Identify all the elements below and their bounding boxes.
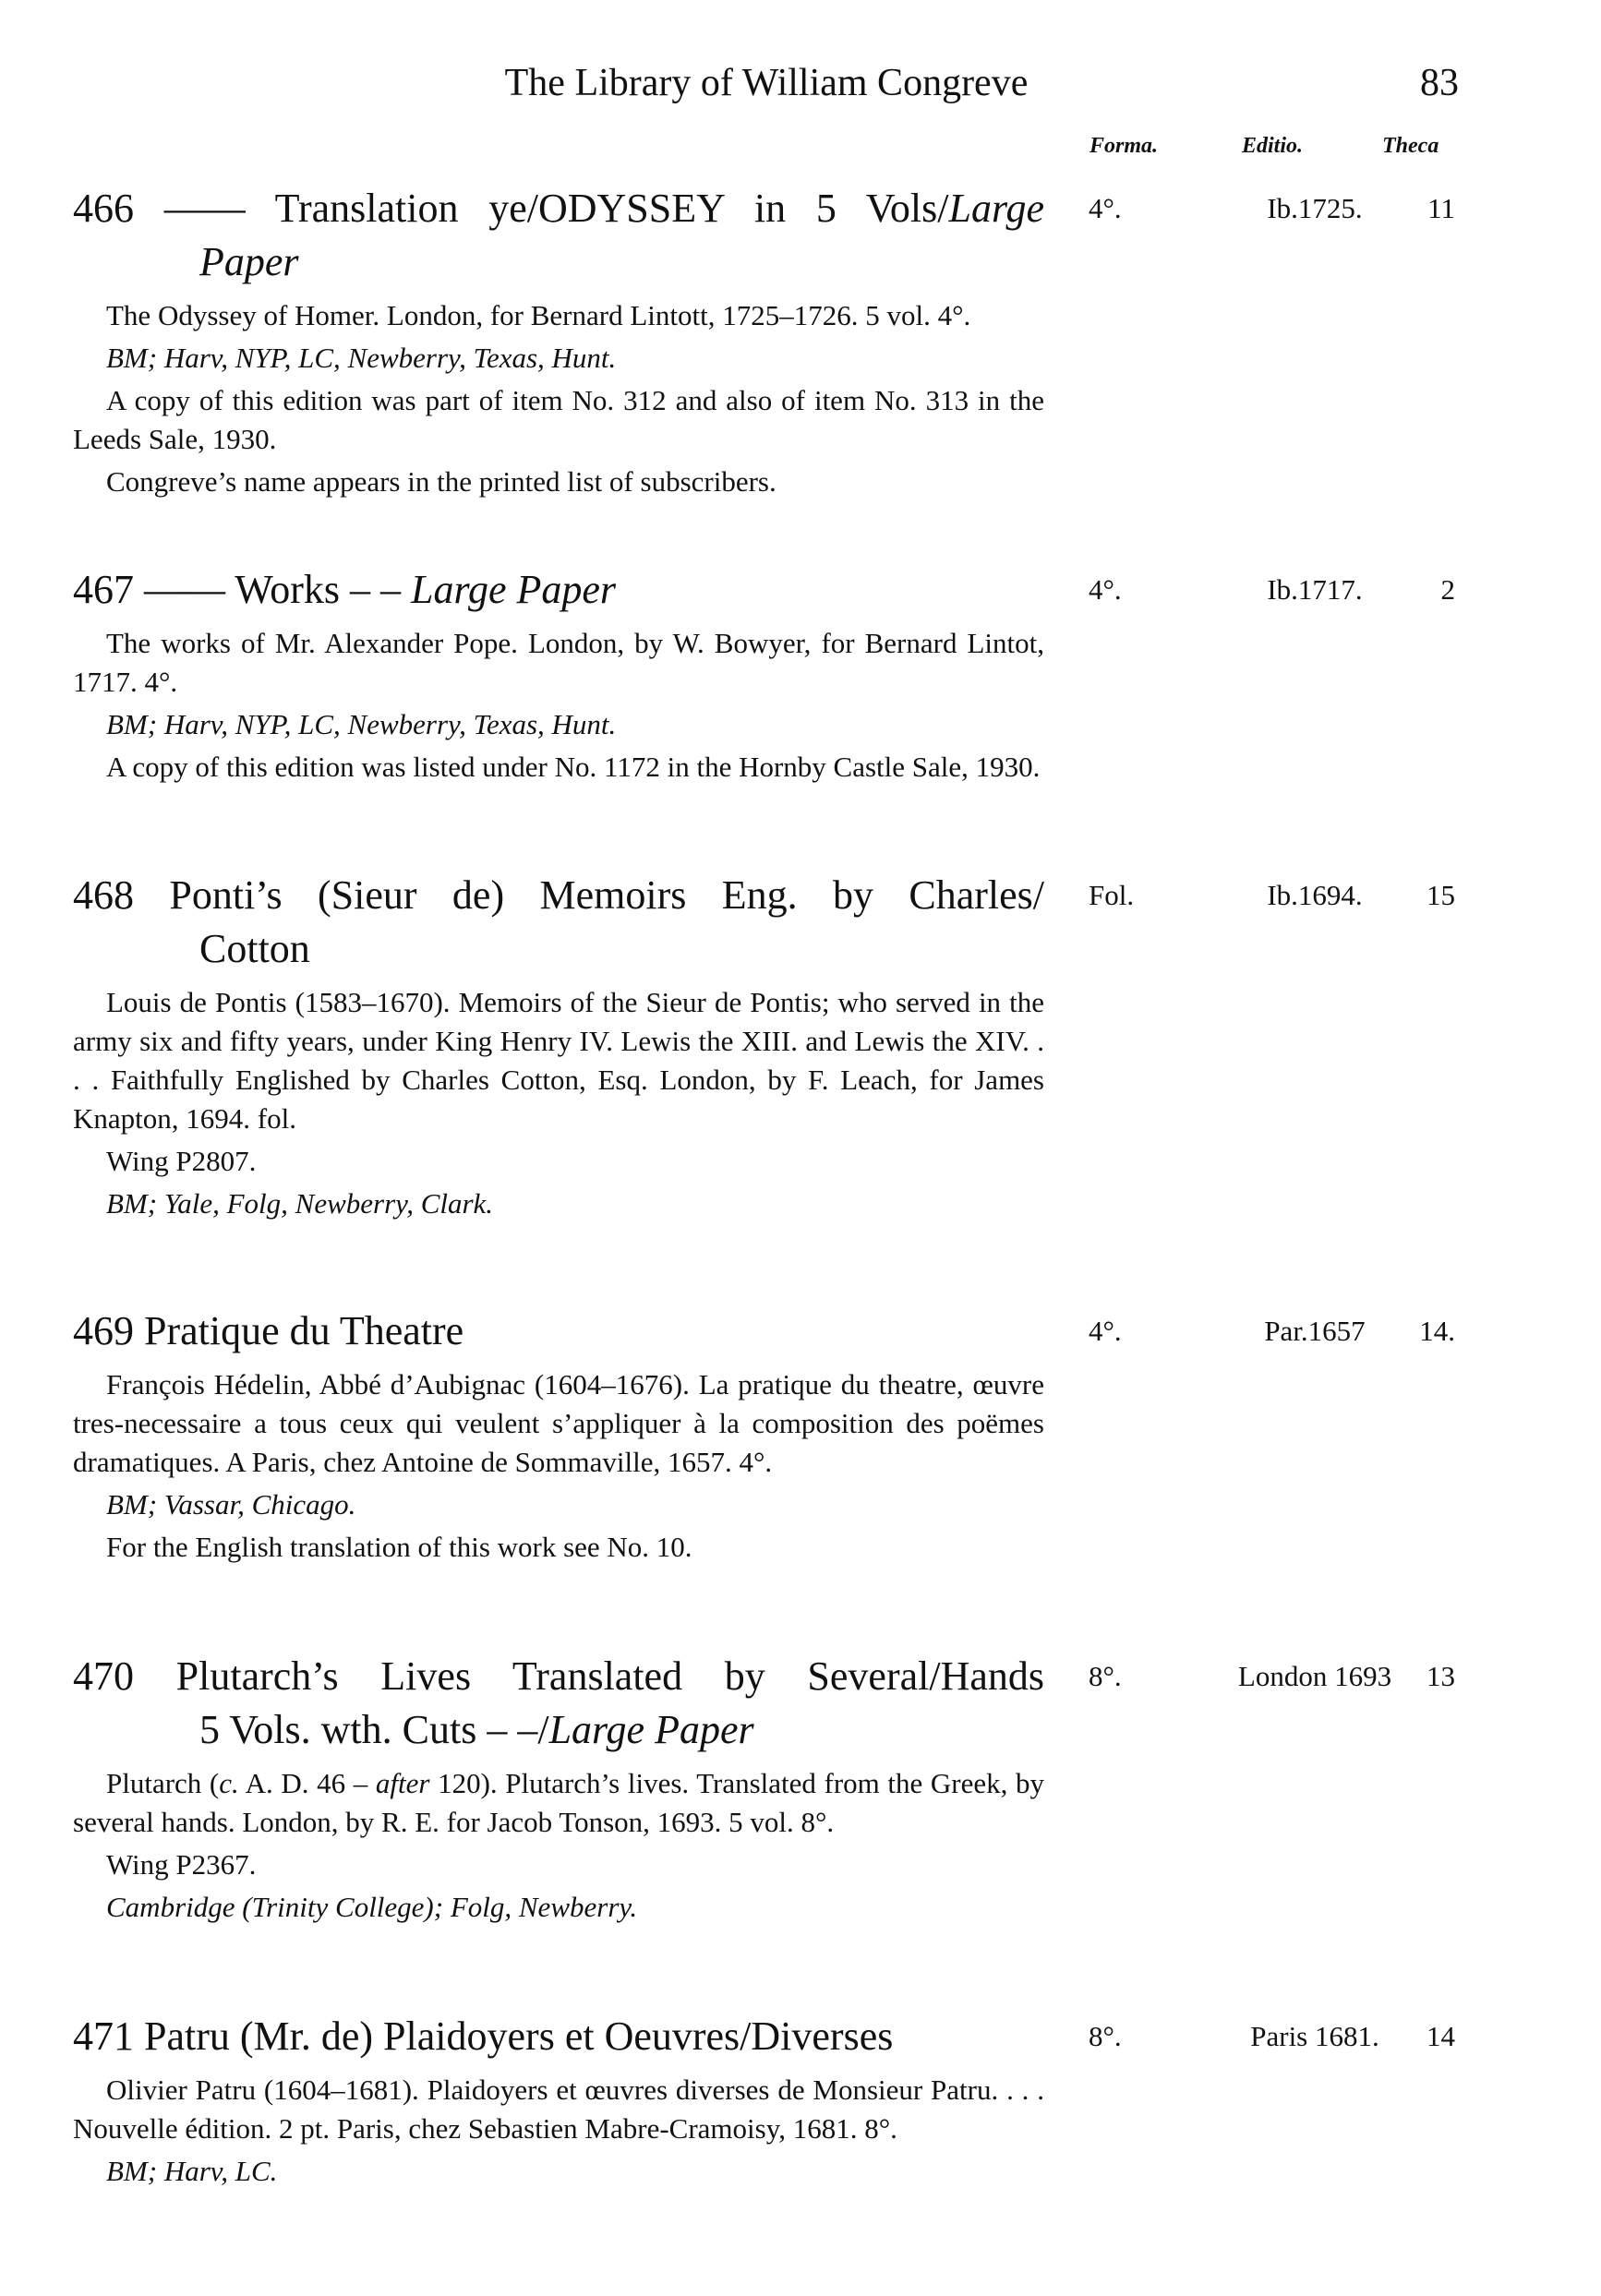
entry-paragraph <box>73 1142 1044 1181</box>
text-segment: The Odyssey of Homer. London, for Bernard Lintott, 1725–1726. 5 vol. 4°. <box>106 299 971 331</box>
entry-theca: 11 <box>1427 192 1455 224</box>
entry-theca: 14. <box>1419 1315 1455 1347</box>
title-segment: 471 Patru (Mr. de) Plaidoyers et Oeuvres/Diverses <box>73 2014 894 2059</box>
entry-editio: Par.1657 <box>1264 1315 1366 1347</box>
title-segment: 470 Plutarch’s Lives Translated by Several/Hands <box>73 1653 1044 1699</box>
column-head-theca: Theca <box>1382 134 1439 158</box>
entry-theca: 14 <box>1426 2020 1455 2052</box>
italic-segment: after <box>375 1767 430 1799</box>
italic-segment: BM; Harv, NYP, LC, Newberry, Texas, Hunt. <box>106 708 617 740</box>
entry-title-line <box>73 1703 1044 1757</box>
entry-paragraph <box>73 2071 1044 2148</box>
entry-title-line <box>73 922 1044 976</box>
entry-description <box>73 296 1044 501</box>
entry-editio: Paris 1681. <box>1250 2020 1379 2052</box>
entry-editio: Ib.1694. <box>1267 879 1363 911</box>
column-head-editio: Editio. <box>1242 134 1304 158</box>
entry-title-line <box>73 182 1044 235</box>
entry-title <box>73 182 1044 289</box>
entry-forma: 4°. <box>1089 192 1122 224</box>
text-segment: Plutarch ( <box>106 1767 220 1799</box>
entry-theca: 13 <box>1426 1660 1455 1692</box>
entry-paragraph <box>73 1184 1044 1223</box>
catalogue-entry-470 <box>73 1650 1458 1930</box>
italic-segment: BM; Vassar, Chicago. <box>106 1488 356 1521</box>
entry-description <box>73 2071 1044 2191</box>
entry-theca: 2 <box>1440 573 1455 606</box>
title-segment: 5 Vols. wth. Cuts – –/ <box>199 1707 549 1752</box>
entry-title <box>73 869 1044 976</box>
entry-paragraph <box>73 624 1044 702</box>
entry-paragraph <box>73 1764 1044 1842</box>
text-segment: Wing P2367. <box>106 1848 257 1881</box>
entry-title <box>73 1650 1044 1757</box>
title-segment: 466 —— Translation ye/ODYSSEY in 5 Vols/ <box>73 186 949 231</box>
entry-description <box>73 983 1044 1223</box>
title-segment: Cotton <box>199 926 310 971</box>
catalogue-entry-469 <box>73 1304 1458 1570</box>
entry-title <box>73 1304 1044 1358</box>
entry-paragraph <box>73 381 1044 459</box>
text-segment: Wing P2807. <box>106 1145 257 1177</box>
title-italic-segment: Large Paper <box>548 1707 754 1752</box>
italic-segment: BM; Yale, Folg, Newberry, Clark. <box>106 1187 494 1220</box>
entry-forma: 8°. <box>1089 2020 1122 2052</box>
entry-title <box>73 2010 1044 2063</box>
entry-title-line <box>73 1304 1044 1358</box>
text-segment: Louis de Pontis (1583–1670). Memoirs of the Sieur de Pontis; who served in the army six and fifty years, under King Henry IV. Lewis the XIII. and Lewis the XIV. . . . Faithfully Englished by Charles Cotton, Esq. London, by F. Leach, for James Knapton, 1694. fol. <box>73 986 1044 1135</box>
entry-editio: Ib.1717. <box>1267 573 1363 606</box>
text-segment: Congreve’s name appears in the printed list of subscribers. <box>106 465 776 498</box>
entry-paragraph <box>73 1485 1044 1524</box>
entry-paragraph <box>73 748 1044 787</box>
entry-title-line <box>73 563 1044 617</box>
entry-title-line <box>73 235 1044 289</box>
title-segment: 468 Ponti’s (Sieur de) Memoirs Eng. by Charles/ <box>73 872 1044 918</box>
page-number: 83 <box>1420 62 1459 104</box>
title-segment: 467 —— Works – – <box>73 567 411 612</box>
entry-editio: London 1693 <box>1237 1660 1392 1692</box>
running-header-title: The Library of William Congreve <box>504 62 1029 104</box>
italic-segment: Cambridge (Trinity College); Folg, Newberry. <box>106 1891 638 1923</box>
text-segment: François Hédelin, Abbé d’Aubignac (1604–1676). La pratique du theatre, œuvre tres-necessaire a tous ceux qui veulent s’appliquer à la composition des poëmes dramatiques. A Paris, chez Antoine de Sommaville, 1657. 4°. <box>73 1368 1044 1478</box>
text-segment: A copy of this edition was listed under No. 1172 in the Hornby Castle Sale, 1930. <box>106 751 1041 783</box>
entry-title-line <box>73 2010 1044 2063</box>
entry-forma: 4°. <box>1089 573 1122 606</box>
entry-title <box>73 563 1044 617</box>
entry-description <box>73 1365 1044 1567</box>
text-segment: For the English translation of this work see No. 10. <box>106 1531 692 1563</box>
entry-paragraph <box>73 463 1044 501</box>
entry-title-line <box>73 869 1044 922</box>
entry-forma: 4°. <box>1089 1315 1122 1347</box>
catalogue-entry-467 <box>73 563 1458 790</box>
entry-title-line <box>73 1650 1044 1703</box>
italic-segment: c. <box>219 1767 239 1799</box>
entry-paragraph <box>73 2152 1044 2191</box>
text-segment: Olivier Patru (1604–1681). Plaidoyers et œuvres diverses de Monsieur Patru. . . . Nouvelle édition. 2 pt. Paris, chez Sebastien Mabre-Cramoisy, 1681. 8°. <box>73 2074 1044 2145</box>
italic-segment: BM; Harv, NYP, LC, Newberry, Texas, Hunt. <box>106 342 617 374</box>
entry-theca: 15 <box>1426 879 1455 911</box>
entry-forma: Fol. <box>1089 879 1135 911</box>
catalogue-entry-468 <box>73 869 1458 1227</box>
column-head-forma: Forma. <box>1089 134 1159 158</box>
text-segment: 120). Plutarch’s lives. Translated from the Greek, by several hands. London, by R. E. for Jacob Tonson, 1693. 5 vol. 8°. <box>73 1767 1044 1838</box>
title-italic-segment: Large <box>948 186 1044 231</box>
entry-paragraph <box>73 705 1044 744</box>
entry-editio: Ib.1725. <box>1267 192 1363 224</box>
entry-paragraph <box>73 1845 1044 1884</box>
entry-paragraph <box>73 1888 1044 1927</box>
title-segment: 469 Pratique du Theatre <box>73 1308 464 1353</box>
entry-forma: 8°. <box>1089 1660 1122 1692</box>
entry-paragraph <box>73 983 1044 1138</box>
text-segment: The works of Mr. Alexander Pope. London, by W. Bowyer, for Bernard Lintot, 1717. 4°. <box>73 627 1044 698</box>
entry-paragraph <box>73 1528 1044 1567</box>
entry-paragraph <box>73 339 1044 378</box>
entry-paragraph <box>73 296 1044 335</box>
italic-segment: BM; Harv, LC. <box>106 2155 278 2187</box>
entry-description <box>73 1764 1044 1927</box>
title-italic-segment: Paper <box>199 239 299 284</box>
catalogue-entry-466 <box>73 182 1458 505</box>
catalogue-entry-471 <box>73 2010 1458 2194</box>
text-segment: A. D. 46 – <box>238 1767 376 1799</box>
entry-description <box>73 624 1044 787</box>
title-italic-segment: Large Paper <box>411 567 617 612</box>
text-segment: A copy of this edition was part of item No. 312 and also of item No. 313 in the Leeds Sale, 1930. <box>73 384 1044 455</box>
entry-paragraph <box>73 1365 1044 1482</box>
